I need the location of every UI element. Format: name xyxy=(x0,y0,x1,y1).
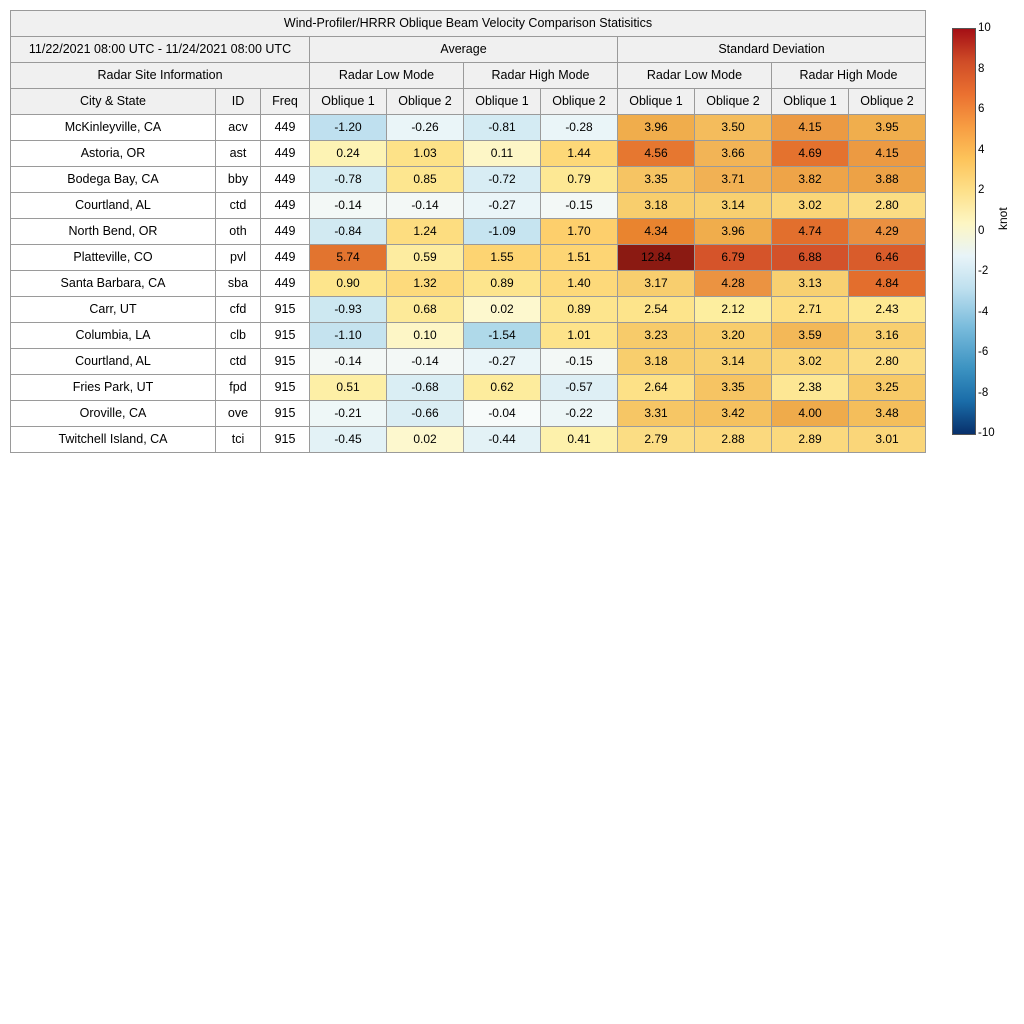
cell-freq: 449 xyxy=(261,167,310,193)
cell-sd-low-o2: 3.14 xyxy=(695,193,772,219)
cell-sd-high-o2: 2.43 xyxy=(849,297,926,323)
cell-id: tci xyxy=(216,427,261,453)
cell-freq: 915 xyxy=(261,297,310,323)
cell-freq: 915 xyxy=(261,323,310,349)
cell-sd-low-o1: 3.23 xyxy=(618,323,695,349)
cell-sd-high-o2: 4.29 xyxy=(849,219,926,245)
cell-sd-high-o2: 3.16 xyxy=(849,323,926,349)
col-sd-high-o2: Oblique 2 xyxy=(849,89,926,115)
cell-avg-high-o2: -0.15 xyxy=(541,349,618,375)
cell-city: Platteville, CO xyxy=(11,245,216,271)
cell-city: Fries Park, UT xyxy=(11,375,216,401)
cell-avg-high-o1: -0.44 xyxy=(464,427,541,453)
cell-avg-low-o1: 0.51 xyxy=(310,375,387,401)
cell-id: cfd xyxy=(216,297,261,323)
cell-city: North Bend, OR xyxy=(11,219,216,245)
cell-id: acv xyxy=(216,115,261,141)
cell-sd-high-o2: 6.46 xyxy=(849,245,926,271)
colorbar-tick: 4 xyxy=(978,143,985,156)
colorbar-tick: 2 xyxy=(978,184,985,196)
cell-avg-high-o1: 0.89 xyxy=(464,271,541,297)
table-row xyxy=(11,115,926,141)
cell-sd-low-o1: 3.35 xyxy=(618,167,695,193)
cell-avg-high-o1: 0.11 xyxy=(464,141,541,167)
sd-low-mode-header: Radar Low Mode xyxy=(618,63,772,89)
cell-sd-high-o2: 4.15 xyxy=(849,141,926,167)
col-sd-low-o2: Oblique 2 xyxy=(695,89,772,115)
cell-freq: 449 xyxy=(261,193,310,219)
cell-sd-low-o1: 3.31 xyxy=(618,401,695,427)
cell-sd-low-o2: 3.20 xyxy=(695,323,772,349)
cell-sd-low-o2: 3.96 xyxy=(695,219,772,245)
cell-avg-high-o1: -0.04 xyxy=(464,401,541,427)
cell-avg-low-o2: 1.24 xyxy=(387,219,464,245)
cell-city: McKinleyville, CA xyxy=(11,115,216,141)
cell-avg-high-o2: 0.79 xyxy=(541,167,618,193)
cell-avg-low-o1: -1.10 xyxy=(310,323,387,349)
cell-avg-high-o2: 1.40 xyxy=(541,271,618,297)
cell-avg-high-o2: 1.51 xyxy=(541,245,618,271)
col-id: ID xyxy=(216,89,261,115)
cell-sd-high-o1: 2.89 xyxy=(772,427,849,453)
cell-city: Courtland, AL xyxy=(11,193,216,219)
cell-avg-low-o2: 0.68 xyxy=(387,297,464,323)
cell-avg-low-o2: 0.59 xyxy=(387,245,464,271)
cell-freq: 449 xyxy=(261,219,310,245)
cell-sd-low-o2: 2.12 xyxy=(695,297,772,323)
cell-avg-high-o2: -0.57 xyxy=(541,375,618,401)
colorbar-tick: 0 xyxy=(978,224,985,237)
cell-sd-low-o1: 3.17 xyxy=(618,271,695,297)
cell-avg-low-o1: 0.90 xyxy=(310,271,387,297)
cell-avg-high-o1: 1.55 xyxy=(464,245,541,271)
cell-avg-low-o1: -0.21 xyxy=(310,401,387,427)
colorbar-tick: -8 xyxy=(978,386,989,399)
cell-sd-high-o1: 3.02 xyxy=(772,193,849,219)
column-header-row xyxy=(11,89,926,115)
cell-sd-low-o2: 6.79 xyxy=(695,245,772,271)
cell-avg-high-o2: -0.28 xyxy=(541,115,618,141)
cell-avg-high-o1: -0.27 xyxy=(464,349,541,375)
colorbar xyxy=(952,28,976,435)
cell-sd-low-o1: 3.18 xyxy=(618,193,695,219)
cell-city: Twitchell Island, CA xyxy=(11,427,216,453)
avg-high-mode-header: Radar High Mode xyxy=(464,63,618,89)
col-avg-high-o2: Oblique 2 xyxy=(541,89,618,115)
cell-sd-low-o2: 3.66 xyxy=(695,141,772,167)
cell-avg-high-o2: -0.15 xyxy=(541,193,618,219)
table-row xyxy=(11,323,926,349)
cell-id: ove xyxy=(216,401,261,427)
cell-id: bby xyxy=(216,167,261,193)
cell-id: ast xyxy=(216,141,261,167)
cell-sd-high-o2: 3.48 xyxy=(849,401,926,427)
colorbar-tick: -2 xyxy=(978,265,989,277)
cell-avg-high-o1: -0.72 xyxy=(464,167,541,193)
cell-city: Oroville, CA xyxy=(11,401,216,427)
cell-avg-high-o1: 0.02 xyxy=(464,297,541,323)
group-site-info: Radar Site Information xyxy=(11,63,310,89)
cell-avg-low-o2: -0.14 xyxy=(387,349,464,375)
cell-sd-low-o2: 3.42 xyxy=(695,401,772,427)
cell-avg-high-o2: 0.89 xyxy=(541,297,618,323)
cell-sd-high-o1: 3.82 xyxy=(772,167,849,193)
cell-id: ctd xyxy=(216,193,261,219)
cell-avg-low-o2: -0.66 xyxy=(387,401,464,427)
cell-avg-high-o1: 0.62 xyxy=(464,375,541,401)
statistics-table xyxy=(10,10,926,453)
title-row xyxy=(11,11,926,37)
col-sd-high-o1: Oblique 1 xyxy=(772,89,849,115)
cell-avg-low-o2: 0.85 xyxy=(387,167,464,193)
cell-sd-low-o2: 3.50 xyxy=(695,115,772,141)
colorbar-tick: -10 xyxy=(978,427,995,439)
cell-avg-low-o2: 0.10 xyxy=(387,323,464,349)
cell-sd-high-o2: 3.95 xyxy=(849,115,926,141)
table-row xyxy=(11,401,926,427)
cell-sd-low-o1: 3.18 xyxy=(618,349,695,375)
cell-sd-high-o1: 6.88 xyxy=(772,245,849,271)
cell-city: Columbia, LA xyxy=(11,323,216,349)
cell-id: fpd xyxy=(216,375,261,401)
cell-avg-low-o2: -0.68 xyxy=(387,375,464,401)
cell-sd-low-o1: 4.34 xyxy=(618,219,695,245)
col-freq: Freq xyxy=(261,89,310,115)
cell-sd-low-o1: 2.79 xyxy=(618,427,695,453)
group-stddev: Standard Deviation xyxy=(618,37,926,63)
col-sd-low-o1: Oblique 1 xyxy=(618,89,695,115)
cell-avg-high-o1: -1.54 xyxy=(464,323,541,349)
cell-id: ctd xyxy=(216,349,261,375)
colorbar-tick: 10 xyxy=(978,22,991,34)
cell-sd-high-o1: 4.74 xyxy=(772,219,849,245)
colorbar-tick: -6 xyxy=(978,346,989,358)
cell-sd-low-o2: 3.35 xyxy=(695,375,772,401)
cell-avg-low-o2: -0.14 xyxy=(387,193,464,219)
cell-city: Carr, UT xyxy=(11,297,216,323)
table-row xyxy=(11,219,926,245)
cell-sd-low-o1: 2.64 xyxy=(618,375,695,401)
table-row xyxy=(11,297,926,323)
colorbar-label: knot xyxy=(996,207,1010,230)
cell-sd-low-o1: 12.84 xyxy=(618,245,695,271)
cell-sd-low-o1: 4.56 xyxy=(618,141,695,167)
cell-city: Bodega Bay, CA xyxy=(11,167,216,193)
cell-freq: 449 xyxy=(261,115,310,141)
cell-avg-low-o1: 5.74 xyxy=(310,245,387,271)
cell-avg-low-o1: -0.93 xyxy=(310,297,387,323)
cell-freq: 915 xyxy=(261,427,310,453)
avg-low-mode-header: Radar Low Mode xyxy=(310,63,464,89)
cell-sd-high-o1: 4.69 xyxy=(772,141,849,167)
cell-sd-low-o2: 2.88 xyxy=(695,427,772,453)
cell-sd-high-o2: 3.25 xyxy=(849,375,926,401)
cell-freq: 449 xyxy=(261,245,310,271)
cell-sd-high-o1: 4.00 xyxy=(772,401,849,427)
cell-avg-low-o1: 0.24 xyxy=(310,141,387,167)
mode-header-row xyxy=(11,63,926,89)
cell-avg-high-o2: 0.41 xyxy=(541,427,618,453)
colorbar-tick: 8 xyxy=(978,62,985,75)
col-city: City & State xyxy=(11,89,216,115)
cell-sd-low-o2: 3.14 xyxy=(695,349,772,375)
cell-sd-high-o1: 3.59 xyxy=(772,323,849,349)
cell-freq: 915 xyxy=(261,401,310,427)
cell-avg-low-o2: 0.02 xyxy=(387,427,464,453)
period-cell: 11/22/2021 08:00 UTC - 11/24/2021 08:00 UTC xyxy=(11,37,310,63)
cell-id: sba xyxy=(216,271,261,297)
cell-avg-low-o1: -0.84 xyxy=(310,219,387,245)
cell-avg-low-o1: -1.20 xyxy=(310,115,387,141)
cell-sd-high-o2: 2.80 xyxy=(849,349,926,375)
cell-avg-low-o2: -0.26 xyxy=(387,115,464,141)
table-row xyxy=(11,427,926,453)
cell-id: pvl xyxy=(216,245,261,271)
cell-avg-high-o2: 1.01 xyxy=(541,323,618,349)
table-row xyxy=(11,245,926,271)
cell-sd-high-o2: 3.01 xyxy=(849,427,926,453)
cell-city: Santa Barbara, CA xyxy=(11,271,216,297)
cell-city: Astoria, OR xyxy=(11,141,216,167)
cell-sd-high-o1: 3.02 xyxy=(772,349,849,375)
cell-avg-low-o2: 1.03 xyxy=(387,141,464,167)
cell-freq: 915 xyxy=(261,375,310,401)
figure-title: Wind-Profiler/HRRR Oblique Beam Velocity Comparison Statisitics xyxy=(11,11,926,37)
cell-sd-high-o1: 3.13 xyxy=(772,271,849,297)
cell-sd-low-o2: 4.28 xyxy=(695,271,772,297)
sd-high-mode-header: Radar High Mode xyxy=(772,63,926,89)
cell-freq: 915 xyxy=(261,349,310,375)
cell-sd-low-o1: 2.54 xyxy=(618,297,695,323)
table-row xyxy=(11,375,926,401)
cell-id: clb xyxy=(216,323,261,349)
table-body xyxy=(11,11,926,453)
cell-avg-low-o1: -0.78 xyxy=(310,167,387,193)
cell-avg-low-o2: 1.32 xyxy=(387,271,464,297)
cell-avg-low-o1: -0.14 xyxy=(310,193,387,219)
cell-sd-high-o1: 2.38 xyxy=(772,375,849,401)
cell-sd-low-o1: 3.96 xyxy=(618,115,695,141)
cell-avg-high-o1: -0.81 xyxy=(464,115,541,141)
cell-id: oth xyxy=(216,219,261,245)
col-avg-high-o1: Oblique 1 xyxy=(464,89,541,115)
cell-sd-high-o1: 2.71 xyxy=(772,297,849,323)
cell-sd-high-o2: 2.80 xyxy=(849,193,926,219)
cell-avg-high-o1: -1.09 xyxy=(464,219,541,245)
group-average: Average xyxy=(310,37,618,63)
table-row xyxy=(11,271,926,297)
cell-sd-high-o2: 3.88 xyxy=(849,167,926,193)
colorbar-tick: 6 xyxy=(978,103,985,115)
cell-avg-high-o1: -0.27 xyxy=(464,193,541,219)
cell-avg-high-o2: -0.22 xyxy=(541,401,618,427)
colorbar-tick: -4 xyxy=(978,305,989,318)
col-avg-low-o2: Oblique 2 xyxy=(387,89,464,115)
cell-city: Courtland, AL xyxy=(11,349,216,375)
col-avg-low-o1: Oblique 1 xyxy=(310,89,387,115)
table-row xyxy=(11,167,926,193)
cell-freq: 449 xyxy=(261,271,310,297)
table-row xyxy=(11,349,926,375)
cell-avg-low-o1: -0.45 xyxy=(310,427,387,453)
cell-sd-high-o2: 4.84 xyxy=(849,271,926,297)
cell-freq: 449 xyxy=(261,141,310,167)
cell-avg-low-o1: -0.14 xyxy=(310,349,387,375)
group-header-row xyxy=(11,37,926,63)
cell-sd-low-o2: 3.71 xyxy=(695,167,772,193)
cell-sd-high-o1: 4.15 xyxy=(772,115,849,141)
cell-avg-high-o2: 1.70 xyxy=(541,219,618,245)
cell-avg-high-o2: 1.44 xyxy=(541,141,618,167)
table-row xyxy=(11,193,926,219)
table-row xyxy=(11,141,926,167)
